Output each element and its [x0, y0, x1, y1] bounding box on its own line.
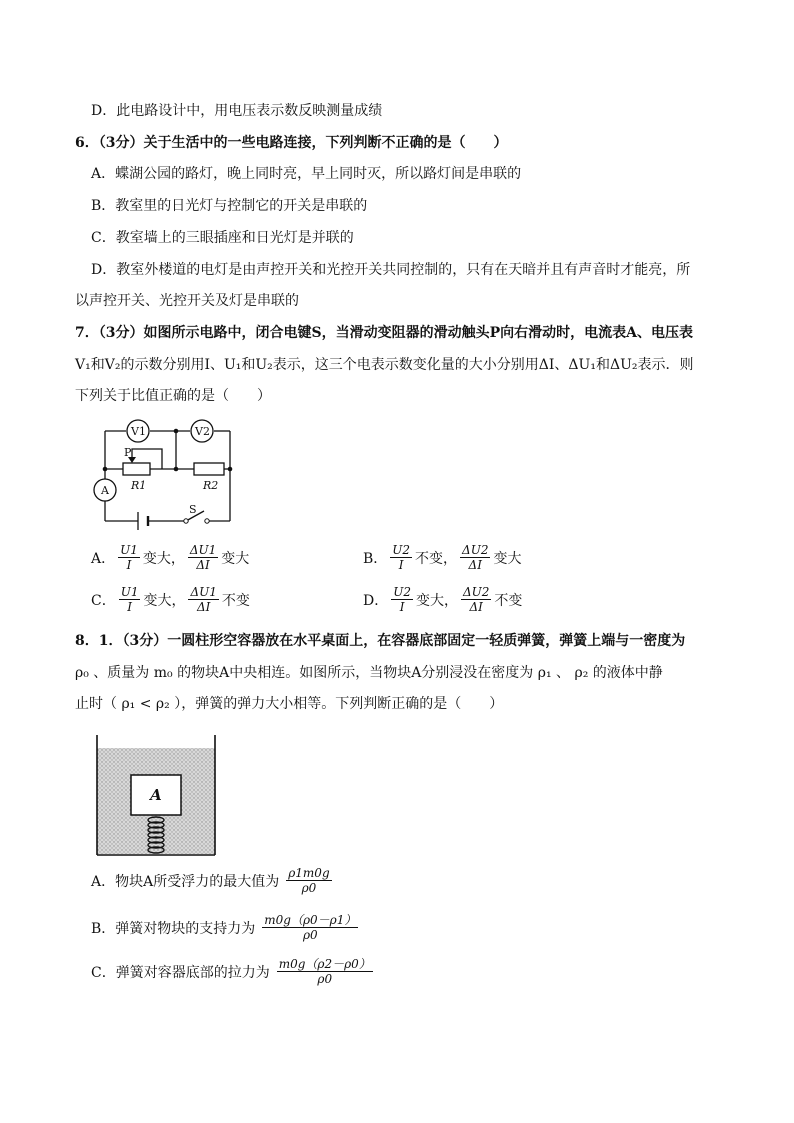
- q8-option-b: B．弹簧对物块的支持力为 $\frac{m0g(\rho 0-\rho 1)}{\rho 0}$: [91, 913, 357, 942]
- q6-option-a: A．蝶湖公园的路灯，晚上同时亮，早上同时灭，所以路灯间是串联的: [91, 166, 522, 182]
- q8-stem-line2: ρ₀ 、质量为 m₀ 的物块A中央相连。如图所示，当物块A分别浸没在密度为 ρ₁ 、 ρ₂ 的液体中静: [75, 665, 663, 681]
- q7-option-c: C． $\frac{U1}{I}$ 变大， $\frac{\Delta U1}{\Delta I}$ 不变: [91, 585, 250, 614]
- q7-option-b: B． $\frac{U2}{I}$ 不变， $\frac{\Delta U2}{\Delta I}$ 变大: [363, 543, 522, 572]
- q7-circuit-diagram: [92, 418, 242, 533]
- q7-stem-line3: 下列关于比值正确的是（ ）: [75, 388, 271, 404]
- resistor-r1: [123, 463, 150, 475]
- q8-stem-line1: 8．1．（3分）一圆柱形空容器放在水平桌面上，在容器底部固定一轻质弹簧，弹簧上端与一密度为: [75, 633, 686, 649]
- q6-option-c: C．教室墙上的三眼插座和日光灯是并联的: [91, 230, 354, 246]
- q8-stem-line3: 止时（ ρ₁ < ρ₂ ），弹簧的弹力大小相等。下列判断正确的是（ ）: [75, 696, 504, 712]
- q8-option-c: C．弹簧对容器底部的拉力为 $\frac{m0g(\rho 2-\rho 0)}{\rho 0}$: [91, 957, 371, 986]
- q7-stem-line1: 7．（3分）如图所示电路中，闭合电键S，当滑动变阻器的滑动触头P向右滑动时，电流表A、电压表: [75, 325, 693, 341]
- v1-label: V1: [131, 425, 146, 438]
- q7-stem-line2: V₁和V₂的示数分别用I、U₁和U₂表示，这三个电表示数变化量的大小分别用ΔI、ΔU₁和ΔU₂表示．则: [75, 357, 694, 373]
- v2-label: V2: [195, 425, 210, 438]
- block-a-label: A: [150, 786, 162, 804]
- r1-label: R1: [131, 479, 147, 492]
- q6-stem: 6．（3分）关于生活中的一些电路连接，下列判断不正确的是（ ）: [75, 135, 508, 151]
- slider-label: P: [124, 446, 132, 459]
- q7-option-a: A． $\frac{U1}{I}$ 变大， $\frac{\Delta U1}{\Delta I}$ 变大: [91, 543, 250, 572]
- q6-option-d-line2: 以声控开关、光控开关及灯是串联的: [75, 293, 299, 309]
- switch-label: S: [189, 503, 197, 516]
- resistor-r2: [194, 463, 224, 475]
- r2-label: R2: [203, 479, 219, 492]
- q8-container-diagram: [93, 733, 223, 858]
- q8-option-a: A．物块A所受浮力的最大值为 $\frac{\rho 1m0g}{\rho 0}$: [91, 866, 330, 895]
- q5-option-d: D．此电路设计中，用电压表示数反映测量成绩: [91, 103, 383, 119]
- q7-option-d: D． $\frac{U2}{I}$ 变大， $\frac{\Delta U2}{\Delta I}$ 不变: [363, 585, 523, 614]
- q6-option-d-line1: D．教室外楼道的电灯是由声控开关和光控开关共同控制的，只有在天暗并且有声音时才能亮，所: [91, 262, 691, 278]
- ammeter-label: A: [101, 484, 109, 497]
- q6-option-b: B．教室里的日光灯与控制它的开关是串联的: [91, 198, 368, 214]
